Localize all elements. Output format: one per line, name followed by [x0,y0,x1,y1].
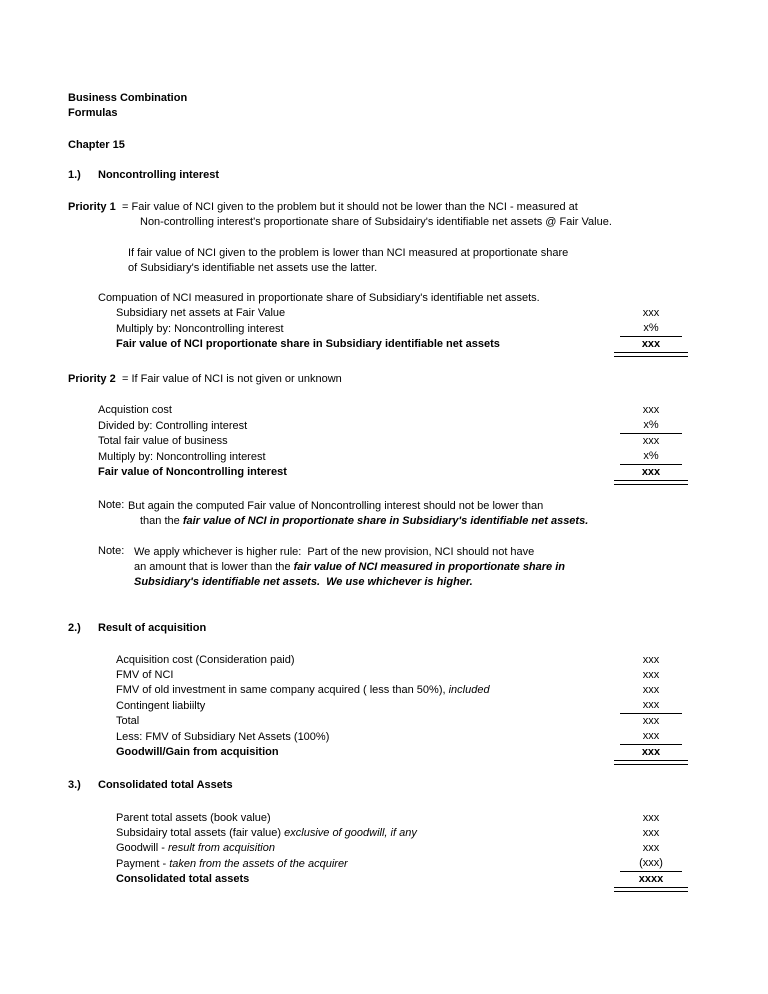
row-description: Acquistion cost [98,404,172,416]
table-row [98,449,682,465]
row-description-text: Total [116,715,140,727]
row-description [116,826,620,841]
row-amount: xxx [620,729,682,745]
note-2-line-1: We apply whichever is higher rule: Part of the new provision, NCI should not have [134,546,535,558]
row-description: Multiply by: Noncontrolling interest [98,450,266,463]
row-amount: xxx [620,698,682,714]
row-description-text: FMV of NCI [116,669,174,681]
priority-1-line-4: of Subsidiary's identifiable net assets use the latter. [128,262,378,274]
row-description [116,698,620,714]
row-description [116,841,620,856]
row-amount: x% [620,321,682,337]
row-description-emphasis: included [448,684,490,696]
table-row [116,306,682,321]
row-description-text: Subsidairy total assets (fair value) [116,827,285,839]
table-row [98,403,682,418]
row-description: Total fair value of business [98,435,228,447]
row-description [116,872,620,888]
row-description-emphasis: exclusive of goodwill, if any [284,827,417,839]
row-description: Multiply by: Noncontrolling interest [116,322,284,335]
row-amount: xxx [642,715,660,727]
priority-2-ledger-table [98,403,682,480]
document-title-line-2: Formulas [68,107,118,119]
row-amount: x% [620,449,682,465]
row-amount: xxx [642,812,660,824]
row-description [116,714,620,730]
row-description-text: Goodwill/Gain from acquisition [116,746,279,758]
row-amount [620,337,682,353]
row-description-text: Goodwill - [116,842,168,854]
table-row [116,714,682,730]
note-2-line-2-emphasis: fair value of NCI measured in proportionate share in [293,561,565,573]
note-1-label: Note: [98,499,125,511]
table-row [116,653,682,668]
row-amount: xxx [642,307,660,319]
row-amount: xxx [642,842,660,854]
section-number-2: 2.) [68,622,81,634]
note-2-label: Note: [98,545,125,557]
table-row [116,683,682,698]
table-row [116,729,682,745]
row-amount: xxx [642,404,660,416]
table-row [116,321,682,337]
priority-1-label: Priority 1 [68,201,116,213]
table-row [98,418,682,434]
row-amount: xxx [642,827,660,839]
table-row [116,872,682,888]
table-row [116,337,682,353]
table-row [116,856,682,872]
row-amount-value: xxx [620,337,682,352]
row-description-emphasis: result from acquisition [167,842,275,854]
table-row [98,434,682,450]
chapter-heading: Chapter 15 [68,139,125,151]
row-amount-value: xxx [620,745,682,760]
priority-2-line-1: = If Fair value of NCI is not given or unknown [122,373,342,385]
document-title-line-1: Business Combination [68,92,188,104]
table-row [116,668,682,683]
priority-1-line-3: If fair value of NCI given to the problem is lower than NCI measured at proportionate share [128,247,569,259]
row-amount: x% [620,418,682,434]
row-amount: xxx [642,435,660,447]
priority-1-line-2: Non-controlling interest's proportionate share of Subsidairy's identifiable net assets @ Fair Value. [140,216,612,228]
row-description [116,745,620,761]
row-description-text: Less: FMV of Subsidiary Net Assets (100%) [116,730,330,743]
note-1-line-2 [140,514,588,529]
row-amount: xxx [642,684,660,696]
table-row [116,811,682,826]
section-number-1: 1.) [68,169,81,181]
section-label-noncontrolling-interest: Noncontrolling interest [98,169,219,181]
row-description [116,668,620,683]
row-description-text: FMV of old investment in same company acquired ( less than 50%), [116,684,449,696]
row-amount-value: xxx [620,465,682,480]
row-description [116,729,620,745]
row-description [116,683,620,698]
consolidated-total-assets-ledger-table [116,811,682,887]
note-1-line-2-plain: than the [140,515,183,527]
table-row [116,841,682,856]
table-row [116,698,682,714]
row-amount [620,465,682,481]
row-description [116,811,620,826]
section-label-consolidated-total-assets: Consolidated total Assets [98,779,233,791]
row-description-text: Parent total assets (book value) [116,812,271,824]
row-description-emphasis: taken from the assets of the acquirer [169,857,348,870]
priority-2-label: Priority 2 [68,373,116,385]
note-2-line-2-plain: an amount that is lower than the [134,561,294,573]
note-2-line-3-emphasis: Subsidiary's identifiable net assets. We use whichever is higher. [134,576,473,588]
table-row [116,745,682,761]
section-label-result-of-acquisition: Result of acquisition [98,622,207,634]
row-description-text: Contingent liabiilty [116,699,206,712]
row-amount [620,872,682,888]
row-amount: (xxx) [620,856,682,872]
note-2-line-2 [134,560,565,575]
priority-1-ledger-table [116,306,682,352]
priority-1-table-caption: Compuation of NCI measured in proportionate share of Subsidiary's identifiable net assets. [98,292,540,304]
row-amount: xxx [642,669,660,681]
row-description: Fair value of NCI proportionate share in Subsidiary identifiable net assets [116,338,500,350]
row-description-text: Acquisition cost (Consideration paid) [116,654,295,666]
priority-1-line-1: = Fair value of NCI given to the problem but it should not be lower than the NCI - measured at [122,201,578,213]
row-description: Divided by: Controlling interest [98,419,248,432]
row-description-text: Payment - [116,857,170,870]
table-row [116,826,682,841]
row-description: Subsidiary net assets at Fair Value [116,307,286,319]
table-row [98,465,682,481]
row-description [116,856,620,872]
row-amount: xxx [642,654,660,666]
row-amount [620,745,682,761]
note-1-line-1: But again the computed Fair value of Noncontrolling interest should not be lower than [128,500,544,512]
row-amount-value: xxxx [620,872,682,887]
row-description [116,653,620,668]
row-description-text: Consolidated total assets [116,873,250,885]
section-number-3: 3.) [68,779,81,791]
result-of-acquisition-ledger-table [116,653,682,760]
note-1-line-2-emphasis: fair value of NCI in proportionate share in Subsidiary's identifiable net assets. [182,515,589,527]
row-description: Fair value of Noncontrolling interest [98,466,287,478]
